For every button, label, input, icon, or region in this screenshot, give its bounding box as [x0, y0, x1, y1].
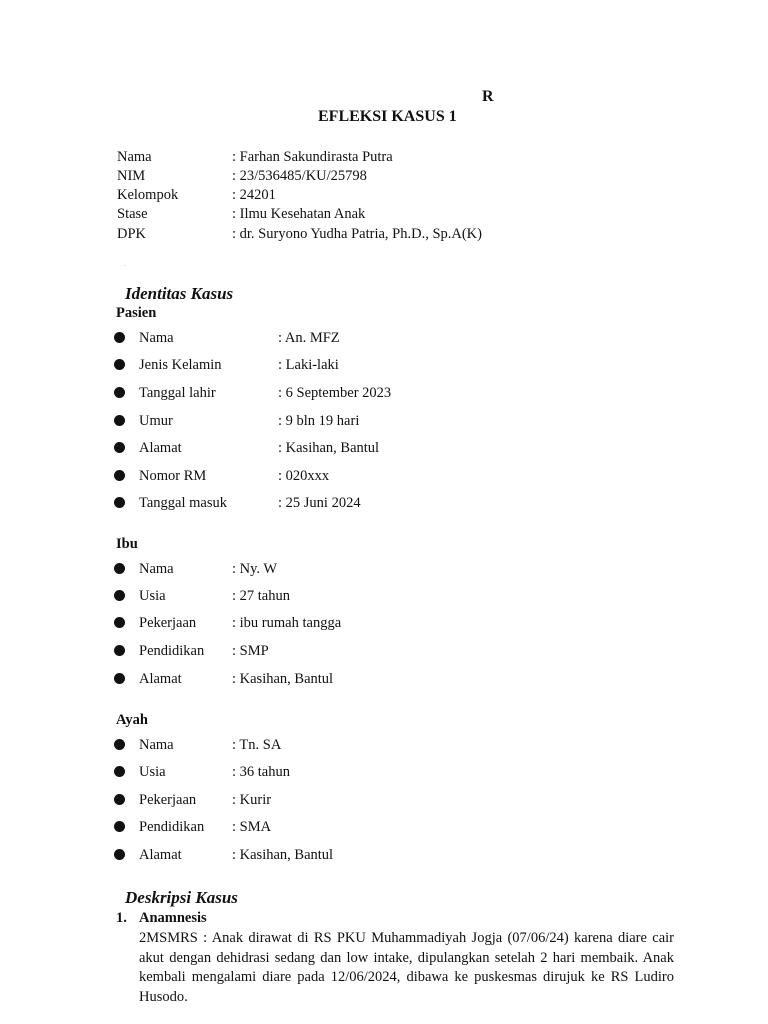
bullet-icon: [114, 617, 125, 628]
item-label: Nama: [139, 330, 174, 346]
bullet-icon: [114, 766, 125, 777]
bullet-icon: [114, 563, 125, 574]
info-label: NIM: [117, 168, 146, 184]
item-value: : 27 tahun: [232, 588, 290, 604]
info-value: : 23/536485/KU/25798: [232, 168, 367, 184]
item-label: Usia: [139, 588, 166, 604]
item-label: Tanggal lahir: [139, 385, 216, 401]
item-label: Alamat: [139, 440, 182, 456]
item-label: Pekerjaan: [139, 792, 197, 808]
item-label: Alamat: [139, 847, 182, 863]
item-value: : Tn. SA: [232, 737, 282, 753]
bullet-icon: [114, 821, 125, 832]
bullet-icon: [114, 497, 125, 508]
item-label: Alamat: [139, 671, 182, 687]
item-value: : 6 September 2023: [278, 385, 392, 401]
list-number: 1.: [116, 910, 127, 926]
bullet-icon: [114, 590, 125, 601]
bullet-icon: [114, 645, 125, 656]
item-label: Pekerjaan: [139, 615, 197, 631]
subheading-ibu: Ibu: [116, 536, 138, 552]
bullet-icon: [114, 794, 125, 805]
info-label: DPK: [117, 226, 147, 242]
item-value: : Kasihan, Bantul: [232, 671, 334, 687]
subheading-ayah: Ayah: [116, 712, 148, 728]
item-label: Pendidikan: [139, 643, 205, 659]
item-label: Pendidikan: [139, 819, 205, 835]
item-label: Tanggal masuk: [139, 495, 227, 511]
bullet-icon: [114, 359, 125, 370]
item-value: : SMA: [232, 819, 272, 835]
info-label: Stase: [117, 206, 148, 222]
item-value: : 36 tahun: [232, 764, 290, 780]
item-label: Jenis Kelamin: [139, 357, 222, 373]
bullet-icon: [114, 332, 125, 343]
info-value: : dr. Suryono Yudha Patria, Ph.D., Sp.A(K): [232, 226, 482, 242]
info-value: : Ilmu Kesehatan Anak: [232, 206, 366, 222]
bullet-icon: [114, 739, 125, 750]
item-value: : Kasihan, Bantul: [278, 440, 380, 456]
bullet-icon: [114, 470, 125, 481]
item-value: : Ny. W: [232, 561, 278, 577]
title-letter-r: R: [482, 88, 494, 105]
tiny-mark: .: [124, 262, 126, 268]
item-value: : 020xxx: [278, 468, 330, 484]
item-value: : Kasihan, Bantul: [232, 847, 334, 863]
item-value: : An. MFZ: [278, 330, 340, 346]
item-value: : Laki-laki: [278, 357, 339, 373]
bullet-icon: [114, 673, 125, 684]
bullet-icon: [114, 387, 125, 398]
item-value: : 25 Juni 2024: [278, 495, 361, 511]
info-value: : 24201: [232, 187, 276, 203]
item-label: Nomor RM: [139, 468, 207, 484]
section-heading-identitas: Identitas Kasus: [125, 284, 234, 303]
title-main: EFLEKSI KASUS 1: [318, 108, 457, 125]
subheading-anamnesis: Anamnesis: [139, 910, 207, 926]
item-label: Usia: [139, 764, 166, 780]
info-label: Kelompok: [117, 187, 179, 203]
subheading-pasien: Pasien: [116, 305, 157, 321]
info-value: : Farhan Sakundirasta Putra: [232, 149, 393, 165]
item-label: Nama: [139, 561, 174, 577]
bullet-icon: [114, 849, 125, 860]
item-value: : ibu rumah tangga: [232, 615, 342, 631]
section-heading-deskripsi: Deskripsi Kasus: [125, 888, 238, 907]
anamnesis-paragraph: 2MSMRS : Anak dirawat di RS PKU Muhammadiyah Jogja (07/06/24) karena diare cair akut dengan dehidrasi sedang dan low intake, dipulangkan setelah 2 hari membaik. Anak kembali mengalami diare pada 12/06/2024, dibawa ke puskesmas dirujuk ke RS Ludiro Husodo.: [139, 930, 674, 1006]
info-label: Nama: [117, 149, 152, 165]
item-value: : Kurir: [232, 792, 272, 808]
item-label: Umur: [139, 413, 173, 429]
item-label: Nama: [139, 737, 174, 753]
item-value: : SMP: [232, 643, 269, 659]
item-value: : 9 bln 19 hari: [278, 413, 360, 429]
bullet-icon: [114, 442, 125, 453]
bullet-icon: [114, 415, 125, 426]
